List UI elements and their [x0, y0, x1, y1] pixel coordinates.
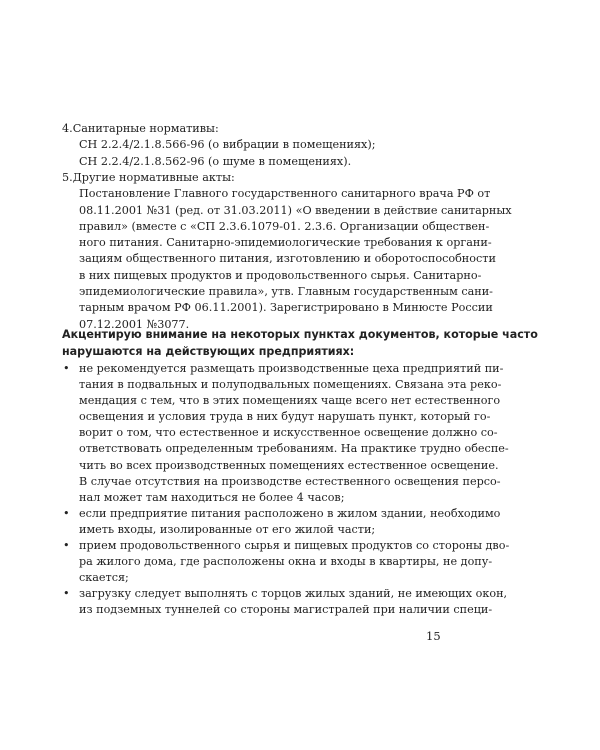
text-line: 07.12.2001 №3077.: [79, 317, 190, 331]
text-line: 08.11.2001 №31 (ред. от 31.03.2011) «О введении в действие санитарных: [79, 203, 512, 217]
bullet-item: [62, 506, 542, 538]
text-line: тарным врачом РФ 06.11.2001). Зарегистрировано в Минюсте России: [79, 301, 493, 315]
text-line: зациям общественного питания, изготовлению и оборотоспособности: [79, 252, 496, 266]
text-line: из подземных туннелей со стороны магистралей при наличии специ-: [79, 603, 493, 617]
bullet-icon: •: [63, 506, 70, 520]
text-line: загрузку следует выполнять с торцов жилых зданий, не имеющих окон,: [79, 587, 508, 601]
list-item-sanitary-norms: [62, 121, 532, 170]
text-line: СН 2.2.4/2.1.8.566-96 (о вибрации в помещениях);: [79, 138, 376, 152]
text-line: тания в подвальных и полуподвальных помещениях. Связана эта реко-: [79, 378, 502, 392]
bullet-icon: •: [63, 587, 70, 601]
bullet-list: [62, 361, 542, 619]
text-line: не рекомендуется размещать производственные цеха предприятий пи-: [79, 362, 504, 375]
text-line: если предприятие питания расположено в жилом здании, необходимо: [79, 506, 501, 520]
text-line: иметь входы, изолированные от его жилой части;: [79, 522, 376, 536]
bullet-item: [62, 538, 542, 586]
item-title: Санитарные нормативы:: [72, 122, 219, 135]
text-line: нал может там находиться не более 4 часов;: [79, 490, 345, 504]
lead-paragraph: [62, 326, 542, 360]
lead-line: Акцентирую внимание на некоторых пунктах документов, которые часто: [62, 328, 538, 341]
bullet-icon: •: [63, 539, 70, 553]
text-line: ра жилого дома, где расположены окна и входы в квартиры, не допу-: [79, 555, 493, 569]
text-line: прием продовольственного сырья и пищевых продуктов со стороны дво-: [79, 539, 510, 553]
text-line: в них пищевых продуктов и продовольственного сырья. Санитарно-: [79, 268, 482, 282]
text-line: В случае отсутствия на производстве естественного освещения персо-: [79, 474, 501, 488]
text-line: СН 2.2.4/2.1.8.562-96 (о шуме в помещениях).: [79, 154, 352, 168]
item-number: 5.: [62, 171, 73, 184]
text-line: ного питания. Санитарно-эпидемиологические требования к органи-: [79, 236, 492, 250]
bullet-item: [62, 361, 542, 506]
text-line: правил» (вместе с «СП 2.3.6.1079-01. 2.3.6. Организации обществен-: [79, 219, 490, 233]
item-body: [79, 137, 532, 170]
list-item-other-acts: [62, 170, 532, 333]
text-line: освещения и условия труда в них будут нарушать пункт, который го-: [79, 410, 491, 424]
text-line: ответствовать определенным требованиям. На практике трудно обеспе-: [79, 442, 509, 456]
item-number: 4.: [62, 122, 73, 135]
text-line: мендация с тем, что в этих помещениях чаще всего нет естественного: [79, 394, 501, 408]
bullet-item: [62, 586, 542, 618]
text-line: скается;: [79, 571, 129, 585]
text-line: эпидемиологические правила», утв. Главным государственным сани-: [79, 285, 493, 299]
bullet-icon: •: [63, 362, 70, 375]
text-line: ворит о том, что естественное и искусственное освещение должно со-: [79, 426, 498, 440]
text-line: чить во всех производственных помещениях естественное освещение.: [79, 458, 499, 472]
lead-line: нарушаются на действующих предприятиях:: [62, 345, 355, 358]
page-number: 15: [426, 629, 441, 643]
item-title: Другие нормативные акты:: [72, 171, 235, 184]
text-line: Постановление Главного государственного санитарного врача РФ от: [79, 187, 491, 201]
item-body: [79, 186, 532, 333]
